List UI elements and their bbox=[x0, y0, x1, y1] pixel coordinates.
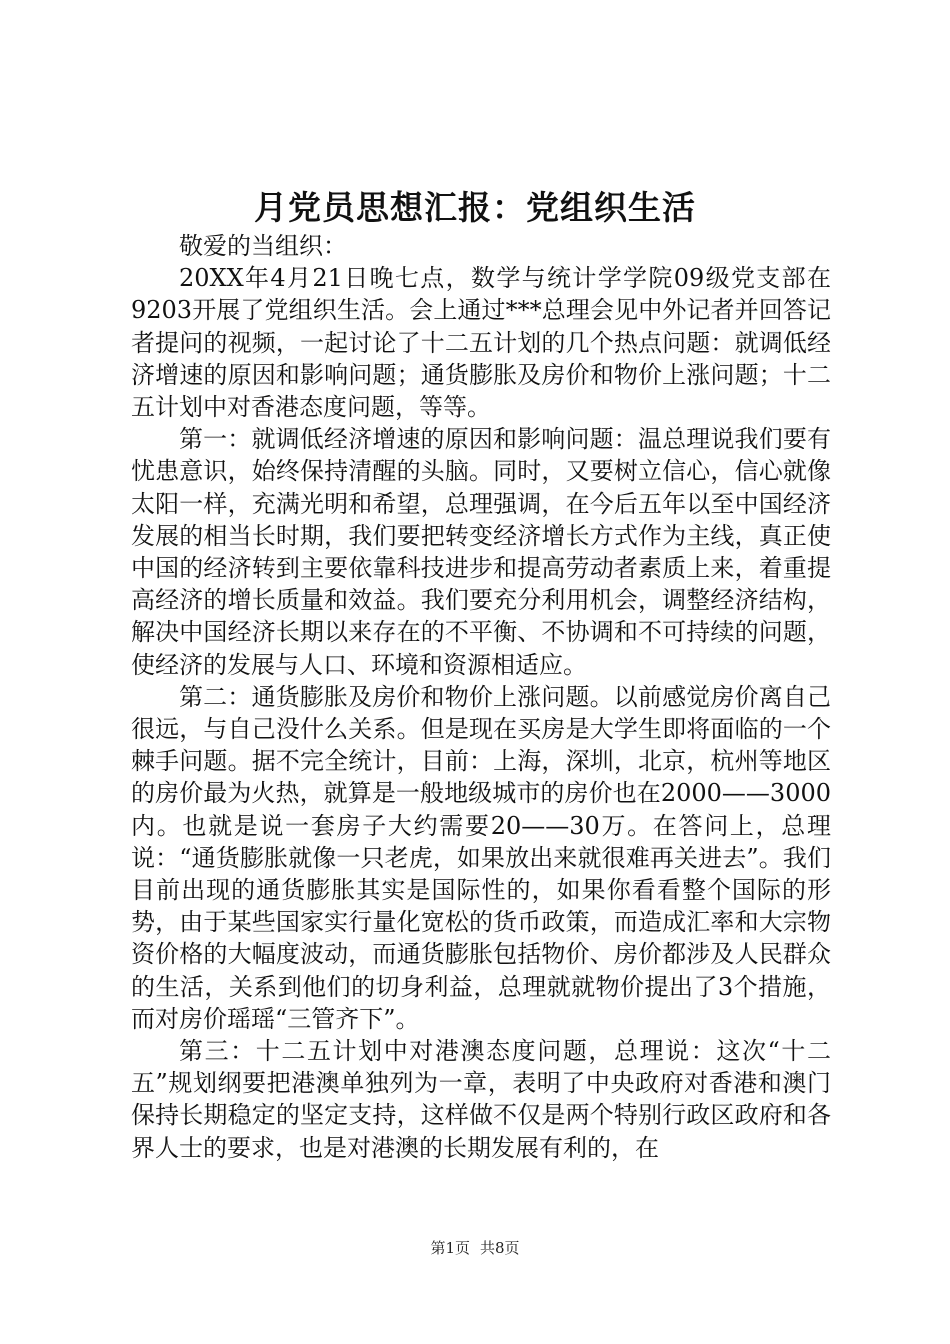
page-footer bbox=[0, 1236, 950, 1260]
paragraph-intro: 20XX年4月21日晚七点，数学与统计学学院09级党支部在9203开展了党组织生活。会上通过***总理会见中外记者并回答记者提问的视频，一起讨论了十二五计划的几个热点问题：就调低经济增速的原因和影响问题；通货膨胀及房价和物价上涨问题；十二五计划中对香港态度问题，等等。 bbox=[131, 264, 831, 422]
paragraph-first-point: 第一：就调低经济增速的原因和影响问题：温总理说我们要有忧患意识，始终保持清醒的头脑。同时，又要树立信心，信心就像太阳一样，充满光明和希望，总理强调，在今后五年以至中国经济发展的相当长时期，我们要把转变经济增长方式作为主线，真正使中国的经济转到主要依靠科技进步和提高劳动者素质上来，着重提高经济的增长质量和效益。我们要充分利用机会，调整经济结构，解决中国经济长期以来存在的不平衡、不协调和不可持续的问题，使经济的发展与人口、环境和资源相适应。 bbox=[131, 425, 831, 679]
paragraph-third-point: 第三：十二五计划中对港澳态度问题，总理说：这次“十二五”规划纲要把港澳单独列为一章，表明了中央政府对香港和澳门保持长期稳定的坚定支持，这样做不仅是两个特别行政区政府和各界人士的要求，也是对港澳的长期发展有利的，在 bbox=[131, 1037, 831, 1162]
page-total: 共8页 bbox=[480, 1239, 520, 1257]
page-number: 第1页 bbox=[430, 1239, 470, 1257]
paragraph-second-point: 第二：通货膨胀及房价和物价上涨问题。以前感觉房价离自己很远，与自己没什么关系。但是现在买房是大学生即将面临的一个棘手问题。据不完全统计，目前：上海，深圳，北京，杭州等地区的房价最为火热，就算是一般地级城市的房价也在2000——3000内。也就是说一套房子大约需要20——30万。在答问上，总理说：“通货膨胀就像一只老虎，如果放出来就很难再关进去”。我们目前出现的通货膨胀其实是国际性的，如果你看看整个国际的形势，由于某些国家实行量化宽松的货币政策，而造成汇率和大宗物资价格的大幅度波动，而通货膨胀包括物价、房价都涉及人民群众的生活，关系到他们的切身利益，总理就就物价提出了3个措施，而对房价瑶瑶“三管齐下”。 bbox=[131, 682, 831, 1033]
salutation: 敬爱的当组织： bbox=[179, 232, 347, 260]
document-title: 月党员思想汇报：党组织生活 bbox=[254, 188, 696, 227]
document-body bbox=[131, 230, 831, 1164]
